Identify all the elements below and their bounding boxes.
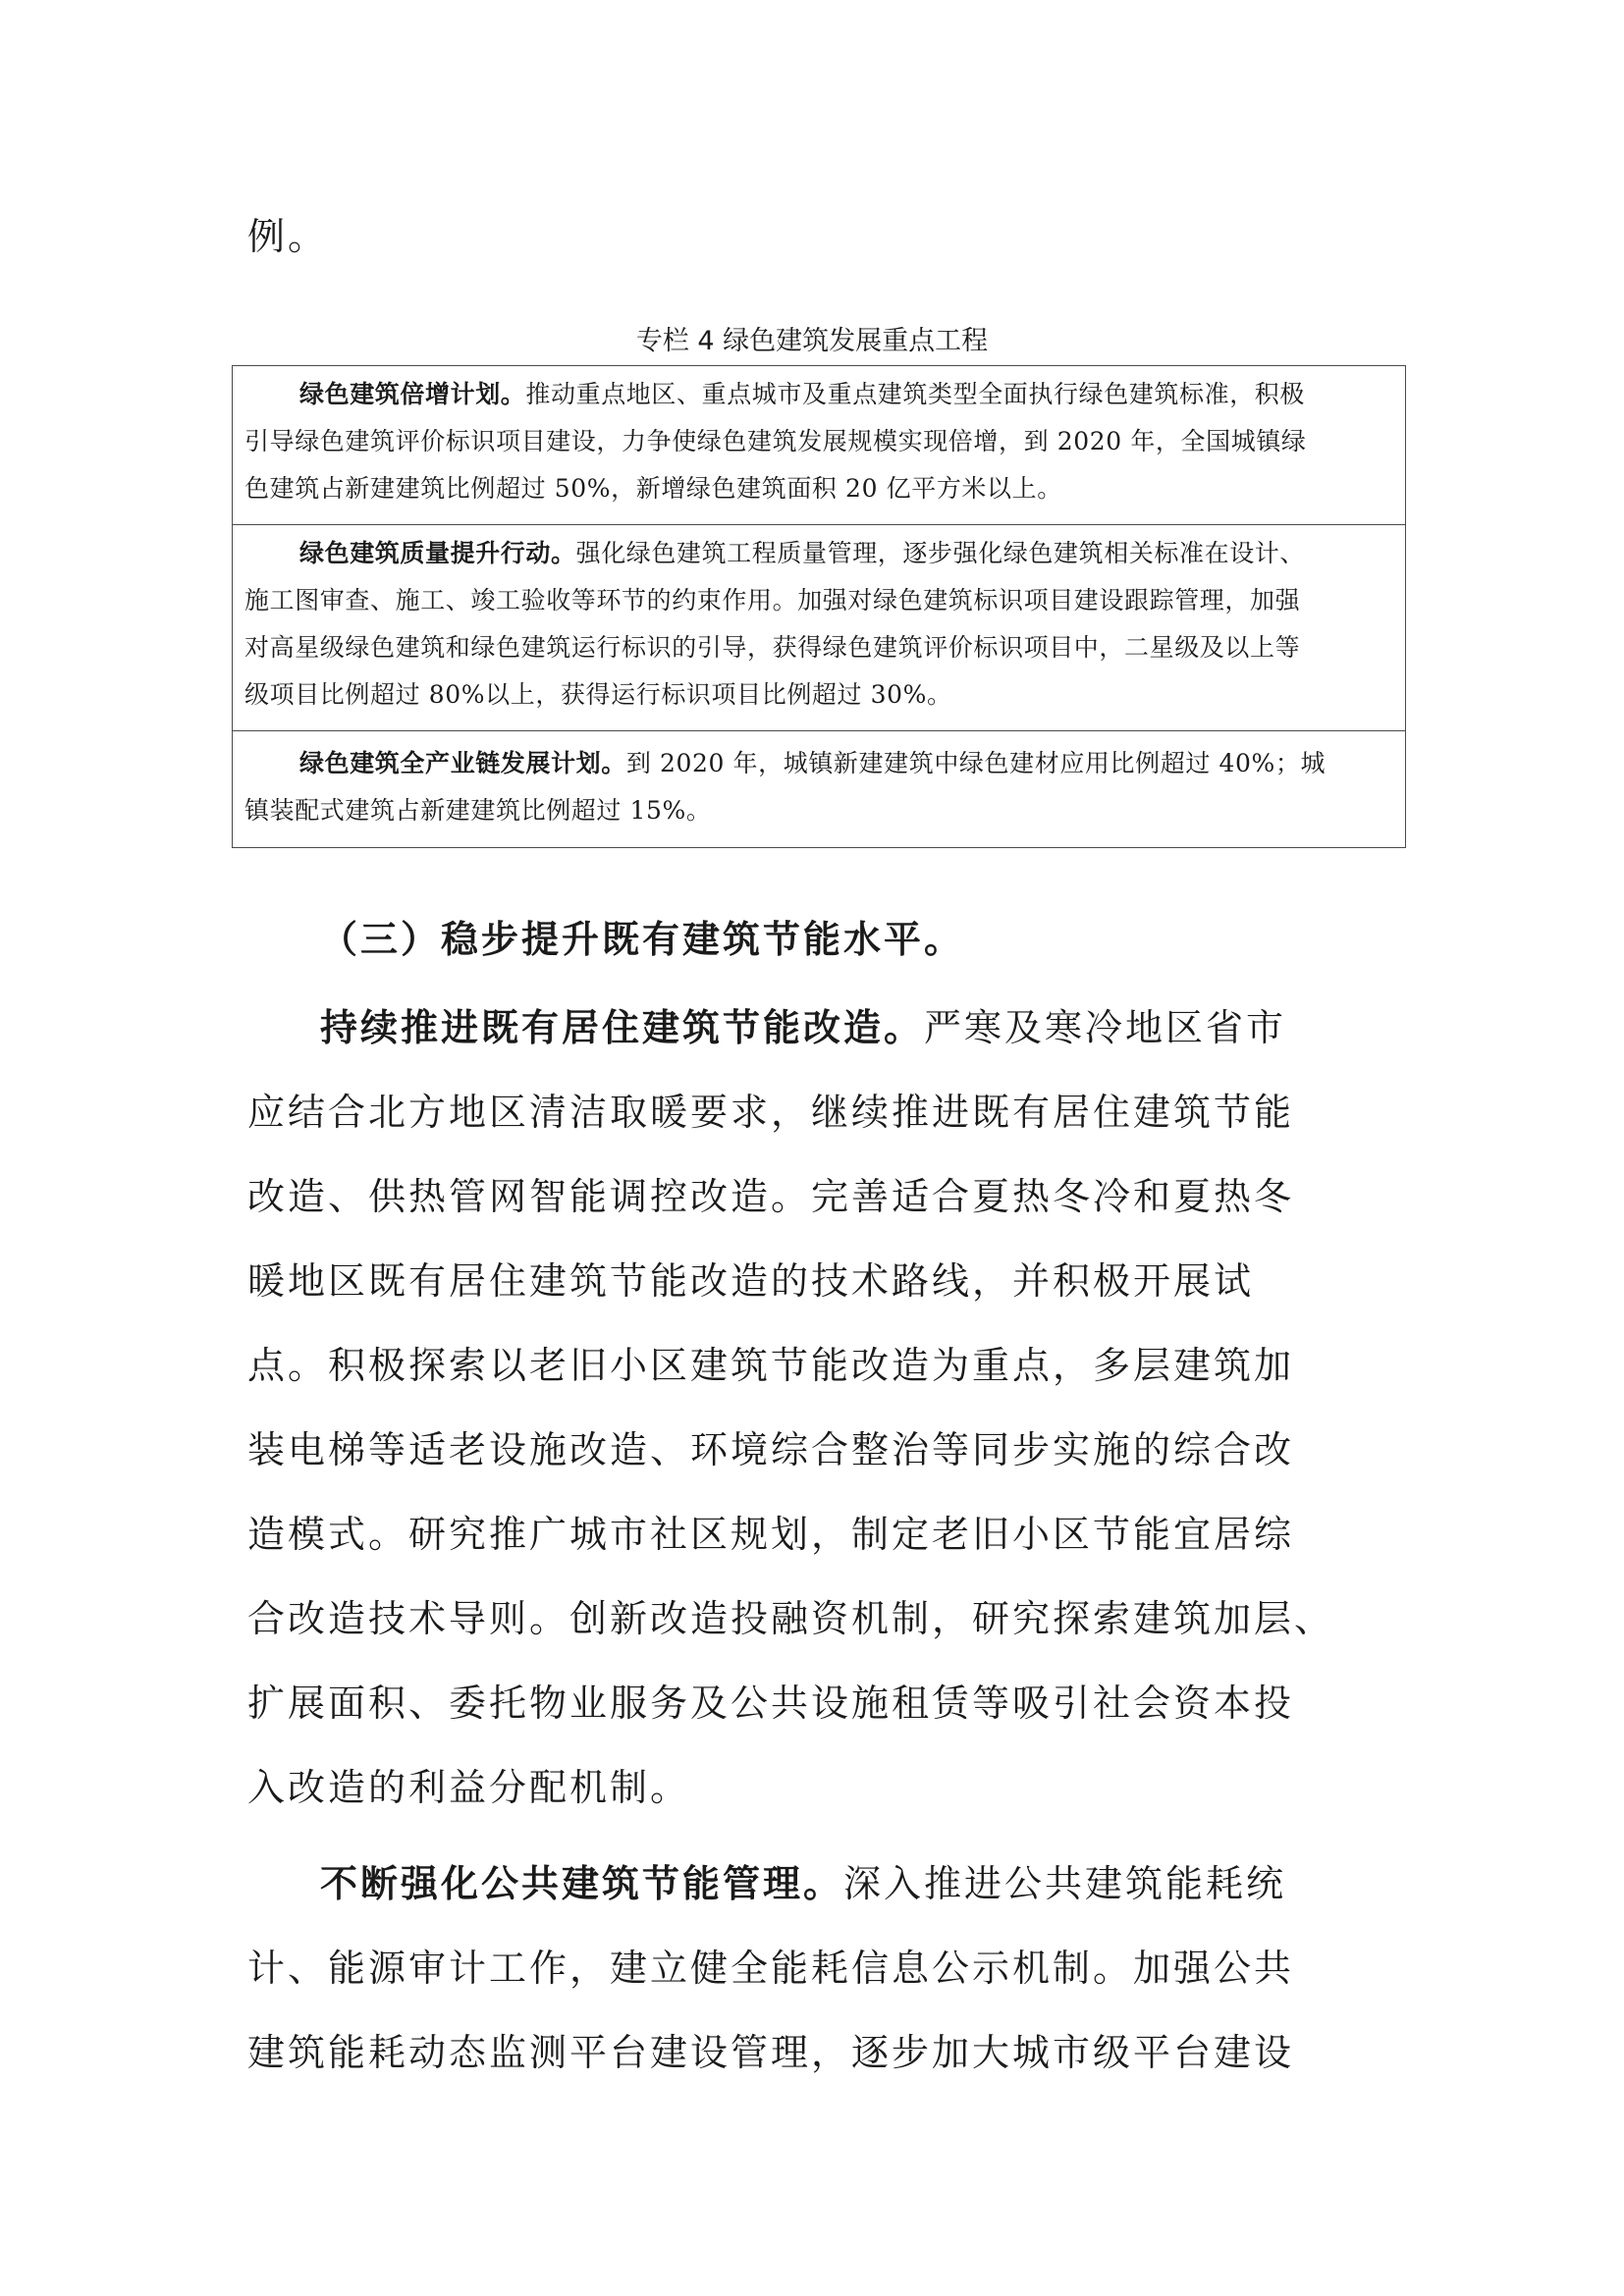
paragraph-line: 合改造技术导则。创新改造投融资机制，研究探索建筑加层、 xyxy=(247,1597,1335,1640)
paragraph-line: 建筑能耗动态监测平台建设管理，逐步加大城市级平台建设 xyxy=(247,2031,1295,2074)
box-row-line: 色建筑占新建建筑比例超过 50%，新增绿色建筑面积 20 亿平方米以上。 xyxy=(244,474,1062,503)
paragraph-text: 严寒及寒冷地区省市 xyxy=(924,1006,1287,1049)
box-row-lead: 绿色建筑全产业链发展计划。 xyxy=(299,749,626,777)
paragraph-line: 暖地区既有居住建筑节能改造的技术路线，并积极开展试 xyxy=(247,1259,1255,1303)
box-row-text: 推动重点地区、重点城市及重点建筑类型全面执行绿色建筑标准，积极 xyxy=(525,380,1306,408)
paragraph-text: 深入推进公共建筑能耗统 xyxy=(843,1862,1287,1905)
paragraph-line: 点。积极探索以老旧小区建筑节能改造为重点，多层建筑加 xyxy=(247,1344,1295,1387)
paragraph-lead: 不断强化公共建筑节能管理。 xyxy=(320,1862,844,1905)
continuation-line: 例。 xyxy=(247,215,329,258)
box-row-line: 镇装配式建筑占新建建筑比例超过 15%。 xyxy=(244,796,712,825)
box-title: 专栏 4 绿色建筑发展重点工程 xyxy=(635,326,989,356)
box-row-line: 级项目比例超过 80%以上，获得运行标识项目比例超过 30%。 xyxy=(244,680,952,709)
box-row xyxy=(233,731,1405,847)
paragraph-line: 应结合北方地区清洁取暖要求，继续推进既有居住建筑节能 xyxy=(247,1091,1295,1134)
box-row xyxy=(233,525,1405,731)
paragraph-line xyxy=(320,1006,1287,1049)
paragraph-line: 计、能源审计工作，建立健全能耗信息公示机制。加强公共 xyxy=(247,1947,1295,1990)
paragraph-lead: 持续推进既有居住建筑节能改造。 xyxy=(320,1006,925,1049)
paragraph-line: 改造、供热管网智能调控改造。完善适合夏热冬冷和夏热冬 xyxy=(247,1175,1295,1218)
box-row-line: 施工图审查、施工、竣工验收等环节的约束作用。加强对绿色建筑标识项目建设跟踪管理，加强 xyxy=(244,586,1301,614)
box-row-line: 对高星级绿色建筑和绿色建筑运行标识的引导，获得绿色建筑评价标识项目中，二星级及以上等 xyxy=(244,633,1301,662)
paragraph-line: 造模式。研究推广城市社区规划，制定老旧小区节能宜居综 xyxy=(247,1513,1295,1556)
box-row-lead: 绿色建筑倍增计划。 xyxy=(299,380,526,408)
box-row-lead: 绿色建筑质量提升行动。 xyxy=(299,539,576,567)
section-heading: （三）稳步提升既有建筑节能水平。 xyxy=(320,918,965,961)
paragraph-line: 入改造的利益分配机制。 xyxy=(247,1766,691,1809)
box-row-line xyxy=(299,541,1305,565)
box-row-text: 强化绿色建筑工程质量管理，逐步强化绿色建筑相关标准在设计、 xyxy=(575,539,1306,567)
box-row-text: 到 2020 年，城镇新建建筑中绿色建材应用比例超过 40%；城 xyxy=(625,749,1326,777)
box-row-line xyxy=(299,751,1326,775)
paragraph-line xyxy=(320,1862,1287,1905)
paragraph-line: 扩展面积、委托物业服务及公共设施租赁等吸引社会资本投 xyxy=(247,1682,1295,1725)
paragraph-line: 装电梯等适老设施改造、环境综合整治等同步实施的综合改 xyxy=(247,1428,1295,1471)
feature-box xyxy=(232,365,1406,848)
box-row-line xyxy=(299,382,1305,406)
box-row xyxy=(233,366,1405,525)
box-row-line: 引导绿色建筑评价标识项目建设，力争使绿色建筑发展规模实现倍增，到 2020 年，全国城镇绿 xyxy=(244,427,1307,455)
